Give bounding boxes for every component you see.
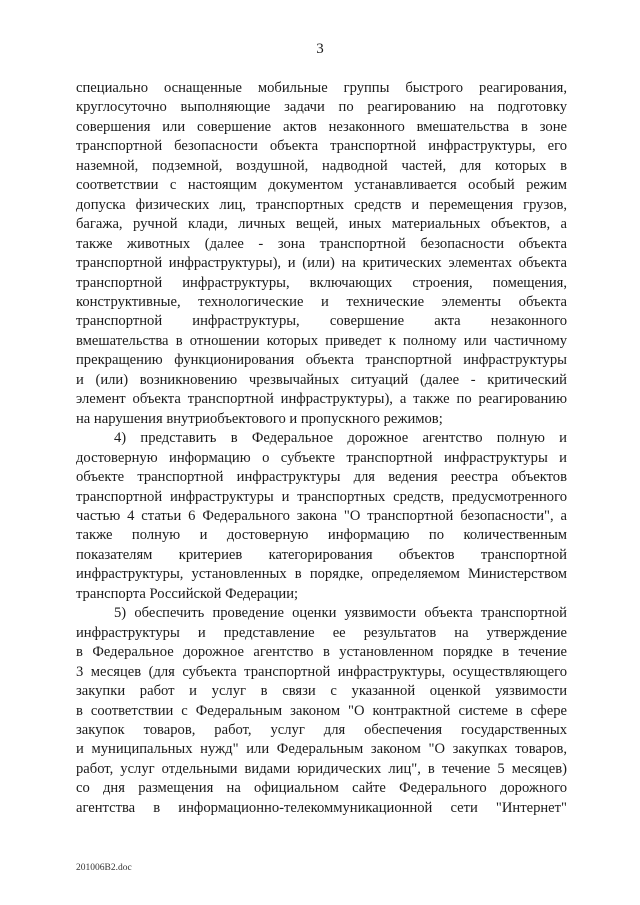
text-line: прекращению функционирования объекта транспортной инфраструктуры <box>76 352 567 369</box>
text-line: допуска физических лиц, транспортных средств и перемещения грузов, <box>76 196 567 213</box>
text-line: соответствии с настоящим документом устанавливается особый режим <box>76 177 567 194</box>
text-line: 5) обеспечить проведение оценки уязвимости объекта транспортной <box>114 605 567 622</box>
text-line: частью 4 статьи 6 Федерального закона "О транспортной безопасности", а <box>76 507 567 524</box>
text-line: наземной, подземной, воздушной, надводной частей, для которых в <box>76 157 567 174</box>
paragraph-item-4 <box>76 429 567 604</box>
text-line: круглосуточно выполняющие задачи по реагированию на подготовку <box>76 99 567 116</box>
text-line: инфраструктуры и представление ее результатов на утверждение <box>76 624 567 641</box>
paragraph-continuation <box>76 79 567 429</box>
text-line: также животных (далее - зона транспортной безопасности объекта <box>76 235 567 252</box>
footer-filename: 201006B2.doc <box>76 863 132 873</box>
text-line: транспорта Российской Федерации; <box>76 585 299 602</box>
text-line: также полную и достоверную информацию по количественным <box>76 527 567 544</box>
text-line: показателям критериев категорирования объектов транспортной <box>76 546 567 563</box>
text-line: транспортной безопасности объекта транспортной инфраструктуры, его <box>76 138 567 155</box>
text-line: со дня размещения на официальном сайте Федерального дорожного <box>76 780 567 797</box>
text-line: вмешательства в отношении которых приведет к полному или частичному <box>76 332 567 349</box>
page-number: 3 <box>316 41 324 57</box>
text-line: и муниципальных нужд" или Федеральным законом "О закупках товаров, <box>76 741 567 758</box>
text-line: закупок товаров, работ, услуг для обеспечения государственных <box>76 721 567 738</box>
text-line: инфраструктуры, установленных в порядке, определяемом Министерством <box>76 566 567 583</box>
paragraph-item-5 <box>76 604 567 818</box>
text-line: специально оснащенные мобильные группы быстрого реагирования, <box>76 80 567 96</box>
document-body <box>76 79 567 818</box>
text-line: транспортной инфраструктуры), и (или) на критических элементах объекта <box>76 255 567 272</box>
text-line: багажа, ручной клади, личных вещей, иных материальных объектов, а <box>76 216 567 233</box>
text-line: и (или) возникновению чрезвычайных ситуаций (далее - критический <box>76 371 567 388</box>
text-line: транспортной инфраструктуры, включающих строения, помещения, <box>76 274 567 291</box>
text-line: в Федеральное дорожное агентство в установленном порядке в течение <box>76 644 567 661</box>
text-line: закупки работ и услуг в связи с указанной оценкой уязвимости <box>76 683 567 700</box>
text-line: работ, услуг отдельными видами юридических лиц", в течение 5 месяцев) <box>76 760 567 777</box>
text-line: конструктивные, технологические и технические элементы объекта <box>76 293 567 310</box>
text-line: совершения или совершение актов незаконного вмешательства в зоне <box>76 118 567 135</box>
text-line: 4) представить в Федеральное дорожное агентство полную и <box>114 430 567 447</box>
text-line: транспортной инфраструктуры, совершение акта незаконного <box>76 313 567 330</box>
text-line: транспортной инфраструктуры и транспортных средств, предусмотренного <box>76 488 567 505</box>
text-line: достоверную информацию о субъекте транспортной инфраструктуры и <box>76 449 567 466</box>
text-line: объекте транспортной инфраструктуры для ведения реестра объектов <box>76 469 567 486</box>
text-line: 3 месяцев (для субъекта транспортной инфраструктуры, осуществляющего <box>76 663 567 680</box>
text-line: в соответствии с Федеральным законом "О контрактной системе в сфере <box>76 702 567 719</box>
text-line: на нарушения внутриобъектового и пропускного режимов; <box>76 410 443 427</box>
text-line: элемент объекта транспортной инфраструктуры), а также по реагированию <box>76 391 567 408</box>
text-line: агентства в информационно-телекоммуникационной сети "Интернет" <box>76 799 567 816</box>
